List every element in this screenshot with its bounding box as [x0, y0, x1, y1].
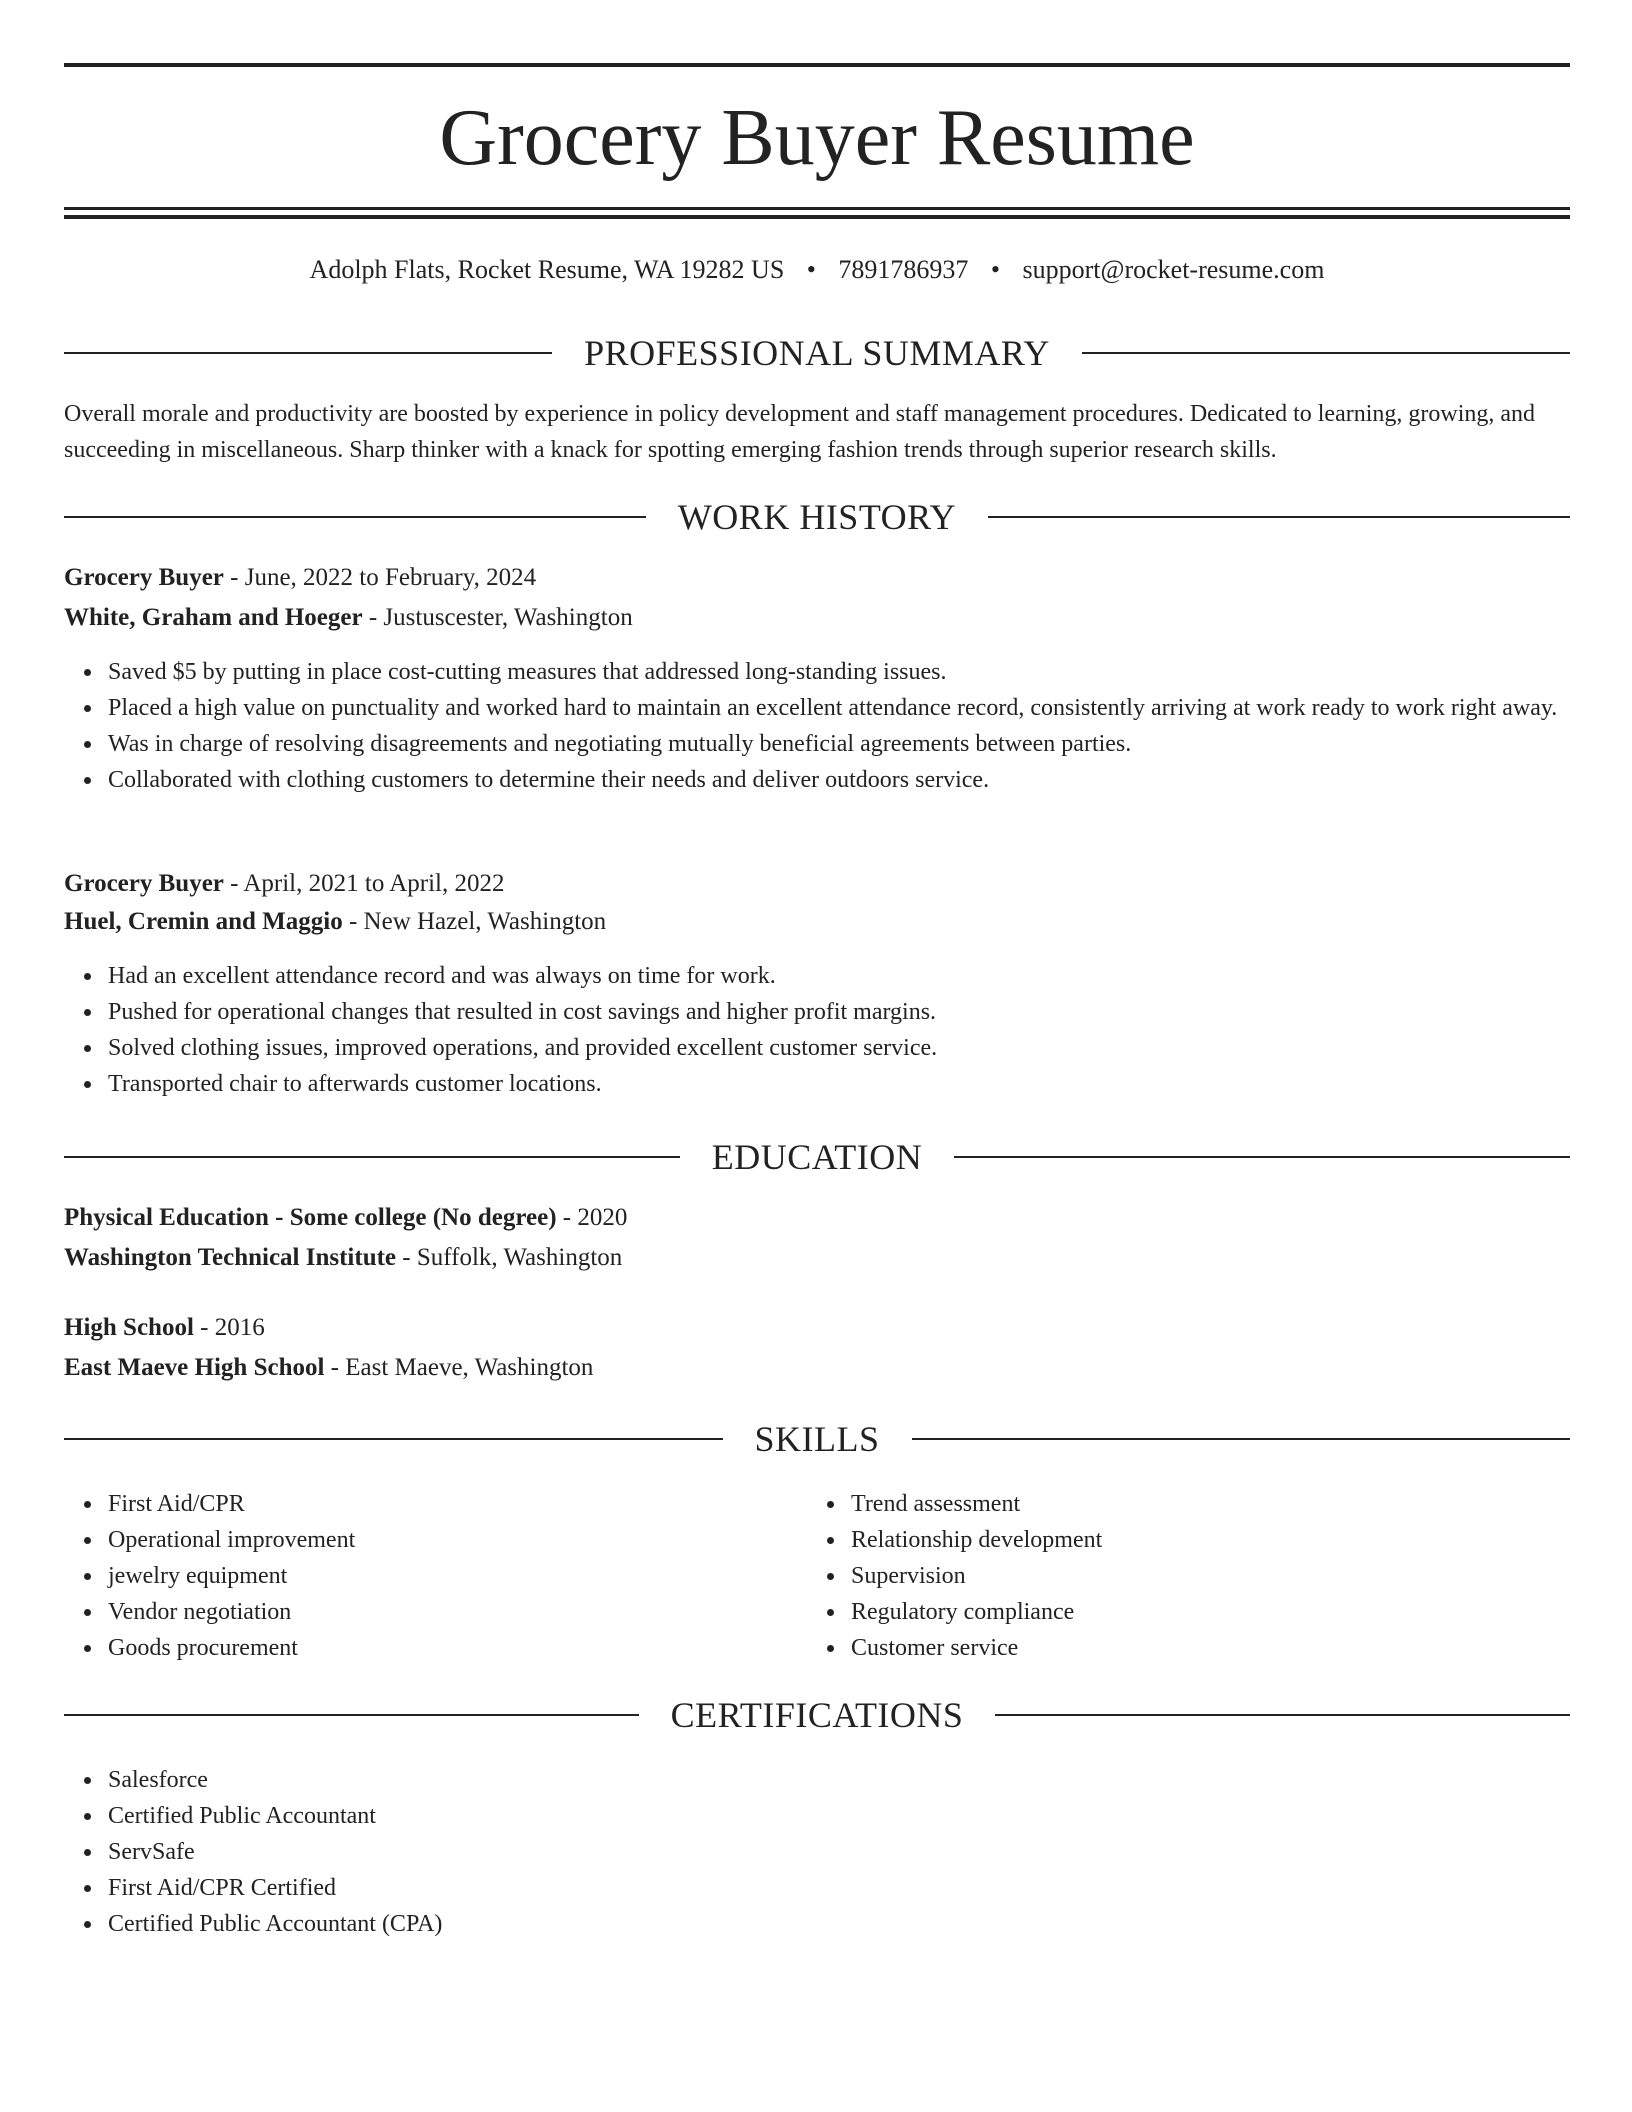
heading-rule: [1082, 352, 1570, 354]
certifications-list: [64, 1762, 1570, 1942]
job-location: - New Hazel, Washington: [342, 908, 607, 935]
section-title: EDUCATION: [711, 1137, 923, 1177]
summary-text: Overall morale and productivity are boosted by experience in policy development and staff management procedures. Dedicated to learning, growing, and succeeding in miscellaneous. Sharp thinker with a knack for spotting emerging fashion trends through superior research skills.: [64, 401, 1536, 463]
header-top-rule: [64, 63, 1570, 67]
heading-rule: [64, 1438, 723, 1440]
education-school: Washington Technical Institute: [64, 1244, 397, 1271]
education-school-line: [64, 1350, 1570, 1386]
job-bullets: [64, 654, 1570, 798]
education-year: - 2020: [556, 1204, 628, 1231]
education-degree: Physical Education - Some college (No degree): [64, 1204, 557, 1231]
list-item: Placed a high value on punctuality and worked hard to maintain an excellent attendance record, consistently arriving at work ready to work right away.: [108, 690, 1570, 726]
list-item: Customer service: [851, 1630, 1551, 1666]
heading-rule: [64, 352, 552, 354]
job-title: Grocery Buyer: [64, 564, 224, 591]
list-item: Regulatory compliance: [851, 1594, 1551, 1630]
heading-rule: [64, 1156, 680, 1158]
section-title: PROFESSIONAL SUMMARY: [584, 333, 1050, 373]
list-item: Goods procurement: [108, 1630, 808, 1666]
list-item: Solved clothing issues, improved operations, and provided excellent customer service.: [108, 1030, 1570, 1066]
job-dates: - April, 2021 to April, 2022: [223, 870, 505, 897]
section-heading-education: [64, 1134, 1570, 1180]
heading-rule: [64, 516, 646, 518]
list-item: Pushed for operational changes that resulted in cost savings and higher profit margins.: [108, 994, 1570, 1030]
education-school: East Maeve High School: [64, 1354, 325, 1381]
contact-separator: •: [806, 255, 816, 284]
job-company-line: [64, 600, 1570, 636]
contact-line: [64, 252, 1570, 288]
list-item: First Aid/CPR Certified: [108, 1870, 1570, 1906]
list-item: Operational improvement: [108, 1522, 808, 1558]
education-degree-line: [64, 1310, 1570, 1346]
education-school-line: [64, 1240, 1570, 1276]
list-item: ServSafe: [108, 1834, 1570, 1870]
skills-list-left: [108, 1486, 808, 1666]
education-location: - Suffolk, Washington: [396, 1244, 623, 1271]
section-heading-work: [64, 494, 1570, 540]
list-item: First Aid/CPR: [108, 1486, 808, 1522]
list-item: Had an excellent attendance record and was always on time for work.: [108, 958, 1570, 994]
contact-address: Adolph Flats, Rocket Resume, WA 19282 US: [309, 255, 785, 284]
job-company: White, Graham and Hoeger: [64, 604, 363, 631]
job-company: Huel, Cremin and Maggio: [64, 908, 343, 935]
section-heading-skills: [64, 1416, 1570, 1462]
section-heading-summary: [64, 330, 1570, 376]
list-item: Trend assessment: [851, 1486, 1551, 1522]
list-item: Certified Public Accountant (CPA): [108, 1906, 1570, 1942]
contact-email: support@rocket-resume.com: [1022, 255, 1325, 284]
contact-separator: •: [990, 255, 1001, 284]
section-title: CERTIFICATIONS: [670, 1695, 964, 1735]
list-item: Relationship development: [851, 1522, 1551, 1558]
section-title: SKILLS: [754, 1419, 880, 1459]
education-degree-line: [64, 1200, 1570, 1236]
list-item: Saved $5 by putting in place cost-cutting measures that addressed long-standing issues.: [108, 654, 1570, 690]
list-item: jewelry equipment: [108, 1558, 808, 1594]
list-item: Collaborated with clothing customers to determine their needs and deliver outdoors service.: [108, 762, 1570, 798]
job-title-line: [64, 866, 1570, 902]
list-item: Vendor negotiation: [108, 1594, 808, 1630]
education-location: - East Maeve, Washington: [324, 1354, 594, 1381]
job-location: - Justuscester, Washington: [362, 604, 633, 631]
education-year: - 2016: [193, 1314, 265, 1341]
list-item: Salesforce: [108, 1762, 1570, 1798]
job-dates: - June, 2022 to February, 2024: [223, 564, 537, 591]
job-title: Grocery Buyer: [64, 870, 224, 897]
heading-rule: [995, 1714, 1570, 1716]
list-item: Supervision: [851, 1558, 1551, 1594]
section-heading-certifications: [64, 1692, 1570, 1738]
job-bullets: [64, 958, 1570, 1102]
header-double-rule-lower: [64, 215, 1570, 219]
job-company-line: [64, 904, 1570, 940]
heading-rule: [64, 1714, 639, 1716]
education-degree: High School: [64, 1314, 194, 1341]
list-item: Was in charge of resolving disagreements and negotiating mutually beneficial agreements between parties.: [108, 726, 1570, 762]
header-double-rule-upper: [64, 207, 1570, 210]
heading-rule: [988, 516, 1570, 518]
list-item: Certified Public Accountant: [108, 1798, 1570, 1834]
section-title: WORK HISTORY: [677, 497, 957, 537]
heading-rule: [912, 1438, 1571, 1440]
list-item: Transported chair to afterwards customer locations.: [108, 1066, 1570, 1102]
resume-title: Grocery Buyer Resume: [439, 94, 1195, 182]
heading-rule: [954, 1156, 1570, 1158]
contact-phone: 7891786937: [838, 255, 969, 284]
skills-list-right: [851, 1486, 1551, 1666]
job-title-line: [64, 560, 1570, 596]
